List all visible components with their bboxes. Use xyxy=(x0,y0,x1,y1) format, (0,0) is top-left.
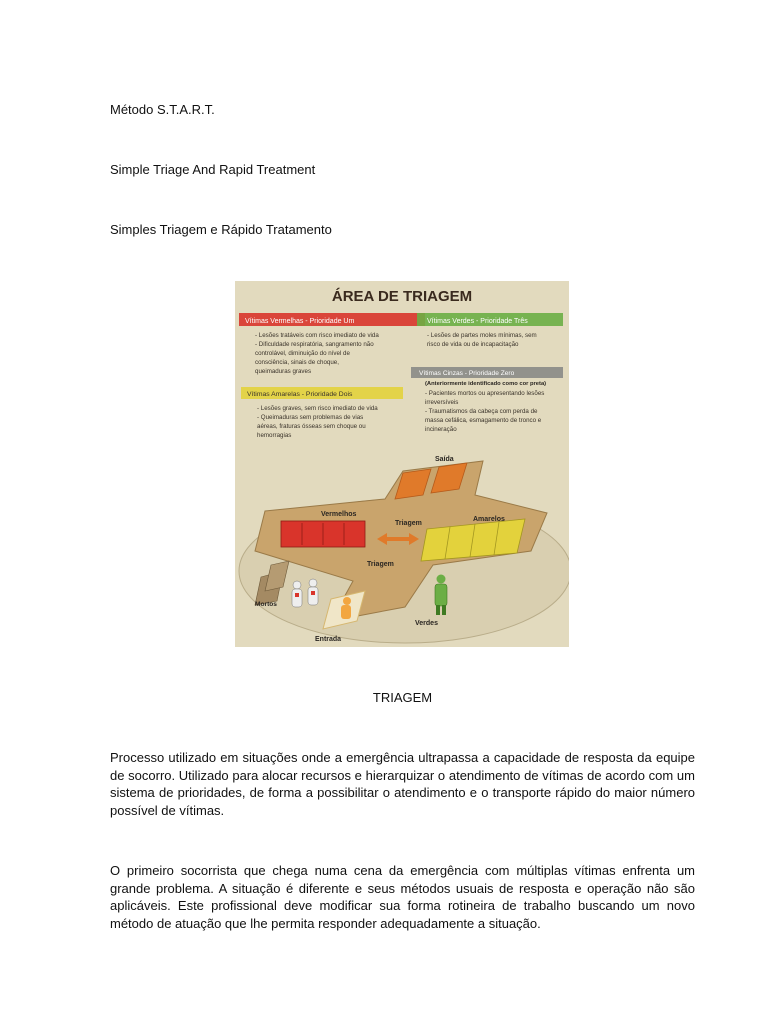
yellow-line: hemorragias xyxy=(257,432,292,439)
label-amarelos: Amarelos xyxy=(473,516,505,523)
green-box-title: Vítimas Verdes - Prioridade Três xyxy=(427,318,528,325)
triage-area-figure xyxy=(235,281,569,647)
label-verdes: Verdes xyxy=(415,620,438,627)
paragraph-process: Processo utilizado em situações onde a emergência ultrapassa a capacidade de resposta da equipe de socorro. Utilizado para alocar recursos e hierarquizar o atendimento de vítimas de acordo com um sistema de prioridades, de forma a possibilitar o atendimento e o transporte rápido do maior número possível de vítimas. xyxy=(110,750,695,818)
label-triagem-top: Triagem xyxy=(395,520,422,527)
figure-caption: TRIAGEM xyxy=(372,690,433,705)
paragraph-first-responder: O primeiro socorrista que chega numa cena da emergência com múltiplas vítimas enfrenta um grande problema. A situação é diferente e seus métodos usuais de resposta e operação não são aplicáveis. Este profissional deve modificar sua forma rotineira de trabalho buscando um novo método de atuação que lhe permita responder adequadamente a situação. xyxy=(110,863,695,931)
gray-line: incineração xyxy=(425,426,457,433)
gray-line: irreversíveis xyxy=(425,399,459,406)
label-mortos: Mortos xyxy=(255,601,277,608)
label-vermelhos: Vermelhos xyxy=(321,511,357,518)
document-title: Método S.T.A.R.T. xyxy=(110,102,215,117)
subtitle-english: Simple Triage And Rapid Treatment xyxy=(110,162,316,177)
red-treatment-area xyxy=(281,521,365,547)
green-line: - Lesões de partes moles mínimas, sem xyxy=(427,332,537,339)
label-triagem-bottom: Triagem xyxy=(367,561,394,568)
gray-box-subtitle: (Anteriormente identificado como cor preta) xyxy=(425,381,547,387)
label-saida: Saída xyxy=(435,456,454,463)
figure-heading: ÁREA DE TRIAGEM xyxy=(331,288,473,305)
red-line: queimaduras graves xyxy=(255,368,312,375)
red-line: consciência, sinais de choque, xyxy=(255,359,339,366)
gray-line: - Pacientes mortos ou apresentando lesões xyxy=(425,390,545,397)
gray-box-title: Vítimas Cinzas - Prioridade Zero xyxy=(419,370,515,377)
yellow-box-title: Vítimas Amarelas - Prioridade Dois xyxy=(247,391,353,398)
yellow-line: aéreas, fraturas ósseas sem choque ou xyxy=(257,423,366,430)
gray-line: - Traumatismos da cabeça com perda de xyxy=(425,408,538,415)
red-box-title: Vítimas Vermelhas - Prioridade Um xyxy=(245,318,355,325)
red-line: controlável, diminuição do nível de xyxy=(255,350,350,357)
yellow-line: - Queimaduras sem problemas de vias xyxy=(257,414,364,421)
gray-line: massa cefálica, esmagamento de tronco e xyxy=(425,417,542,424)
green-line: risco de vida ou de incapacitação xyxy=(427,341,519,348)
subtitle-portuguese: Simples Triagem e Rápido Tratamento xyxy=(110,222,332,237)
red-line: - Dificuldade respiratória, sangramento não xyxy=(255,341,374,348)
label-entrada: Entrada xyxy=(315,636,342,643)
red-line: - Lesões tratáveis com risco imediato de vida xyxy=(255,332,379,339)
yellow-line: - Lesões graves, sem risco imediato de vida xyxy=(257,405,378,412)
